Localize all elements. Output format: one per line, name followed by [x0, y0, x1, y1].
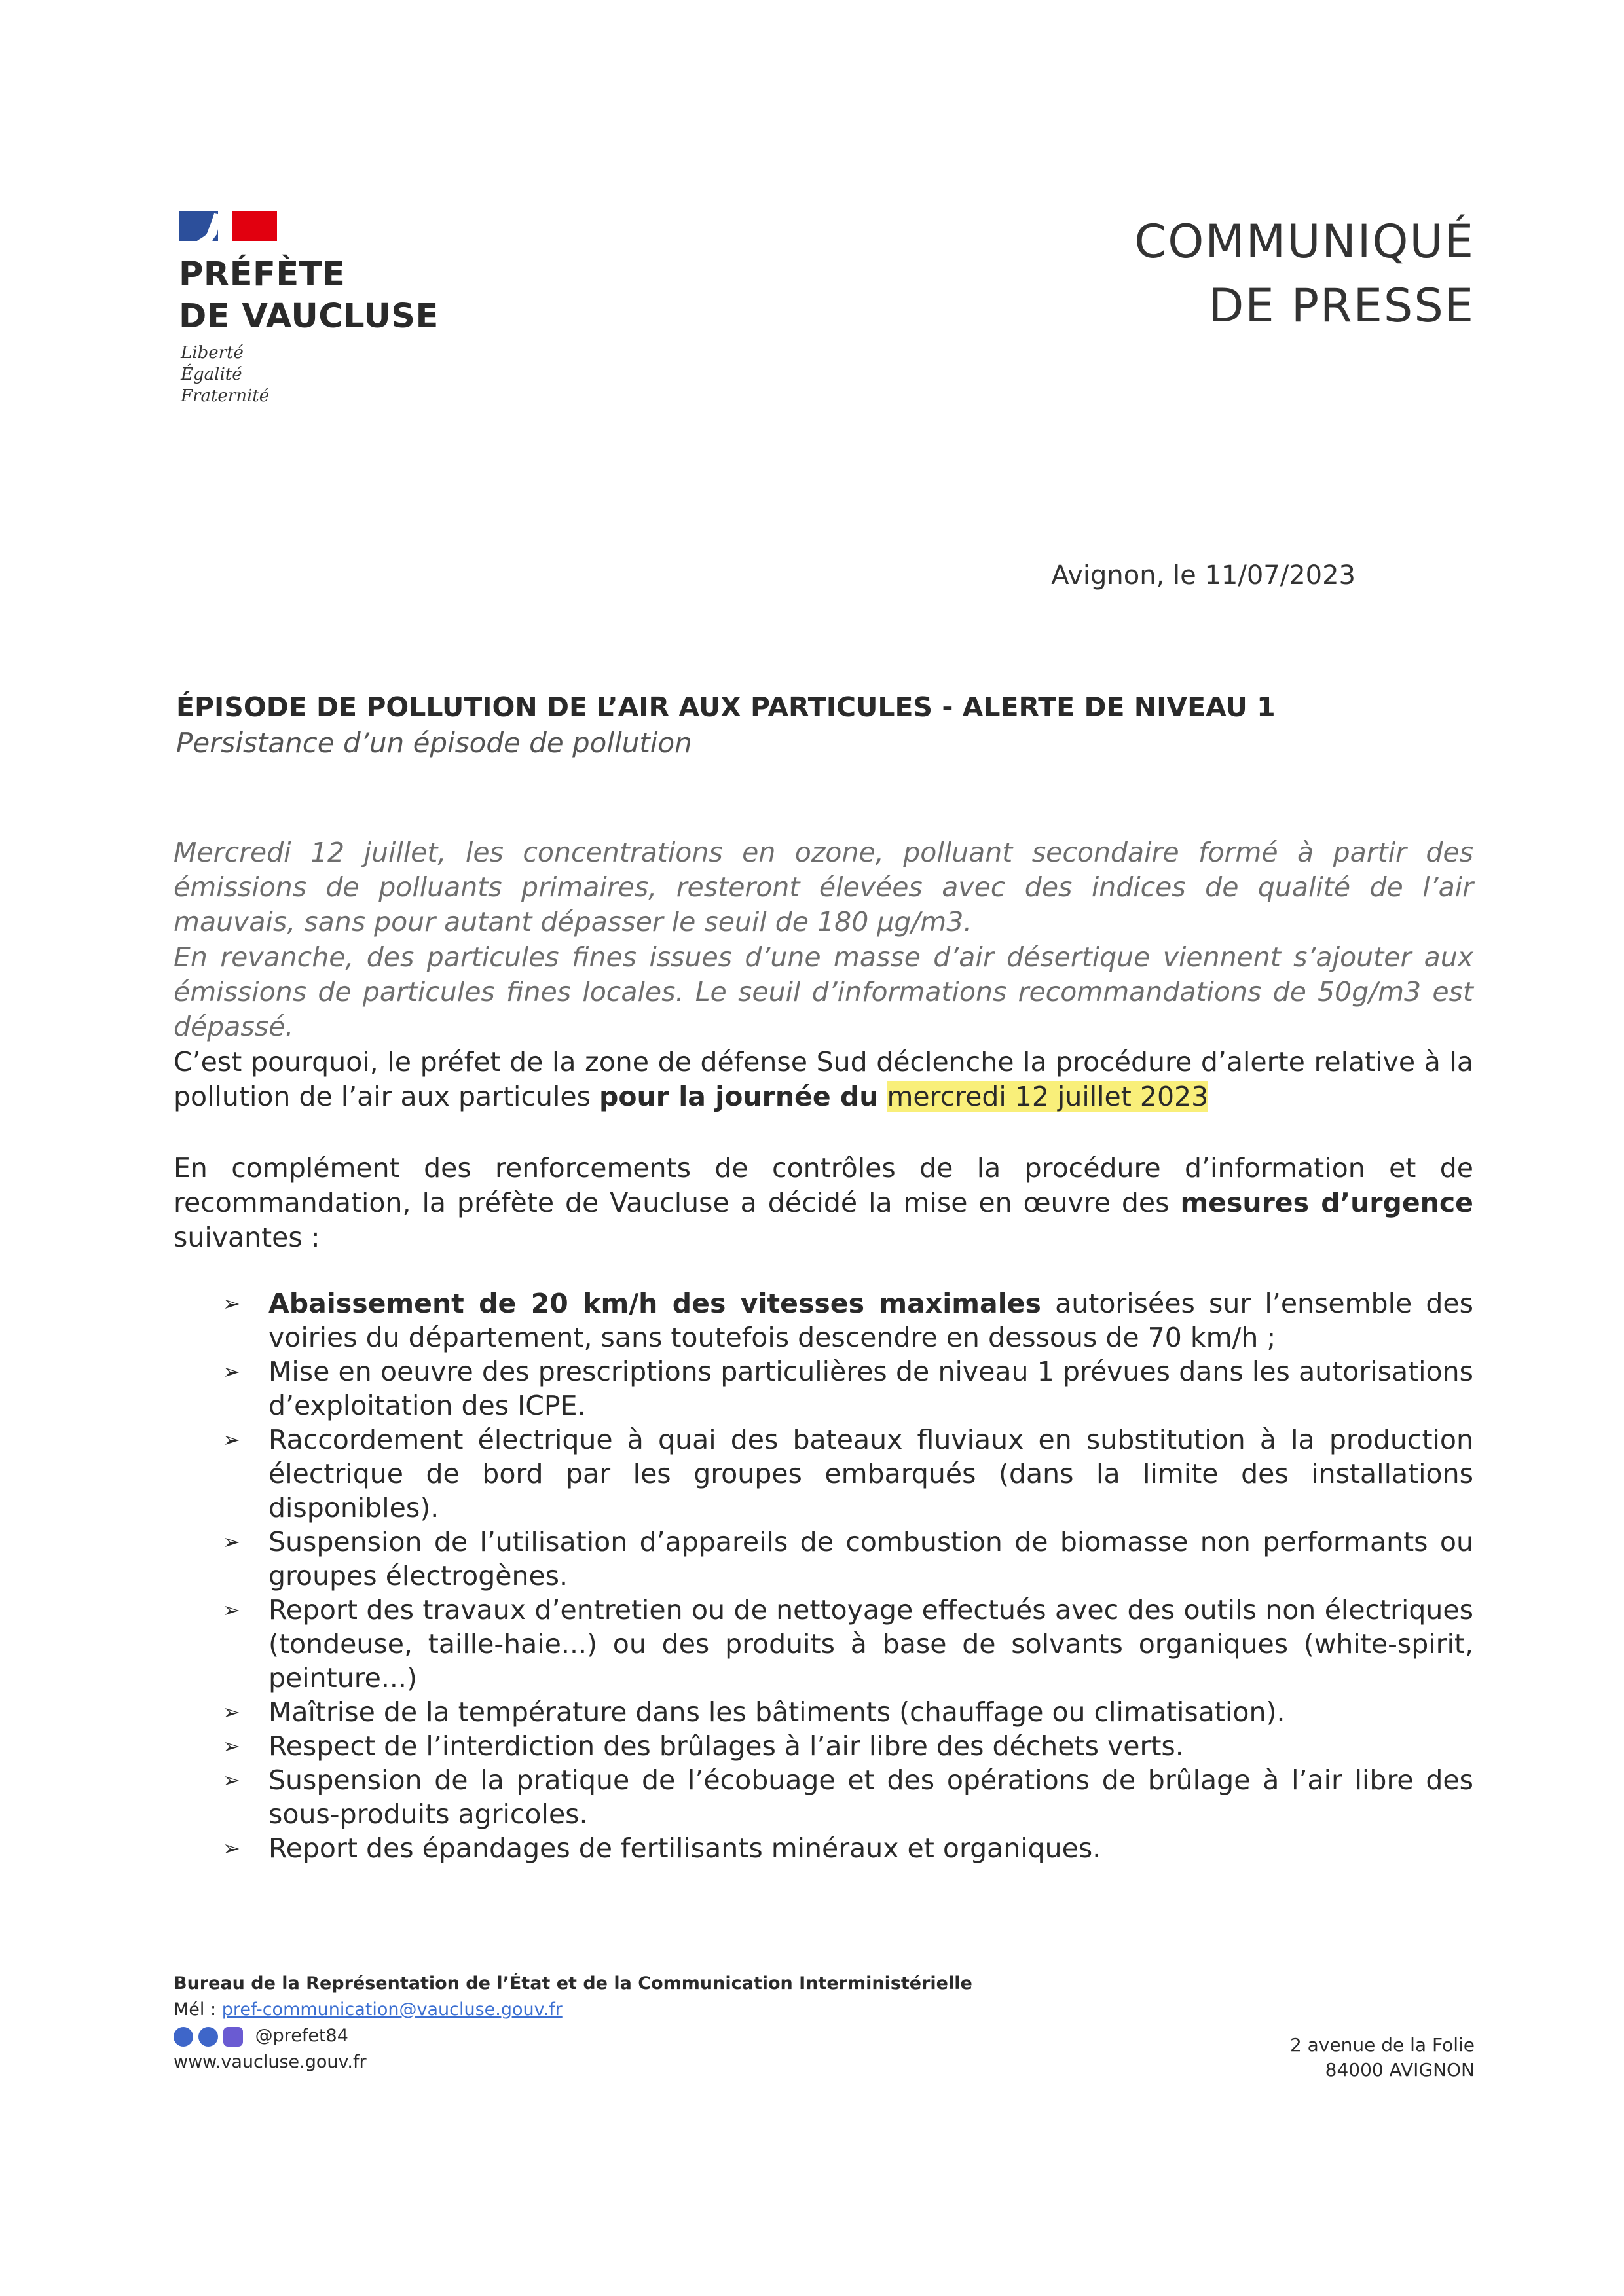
- measure-item: [223, 1831, 1473, 1865]
- measure-bold: Abaissement de 20 km/h des vitesses maximales: [268, 1288, 1041, 1319]
- twitter-icon[interactable]: [174, 2027, 193, 2047]
- intro-text: En complément des renforcements de contrôles de la procédure d’information et de recommandation, la préfète de Vaucluse a décidé la mise en œuvre des: [174, 1152, 1473, 1218]
- social-icons: [174, 2027, 243, 2047]
- mail-label: Mél :: [174, 1999, 217, 2020]
- measure-item: [223, 1763, 1473, 1831]
- address-line1: 2 avenue de la Folie: [1289, 2034, 1475, 2056]
- doc-type-line1: COMMUNIQUÉ: [1134, 215, 1475, 268]
- motto-fraternite: Fraternité: [181, 386, 270, 406]
- paragraph-alert: [174, 1045, 1473, 1114]
- authority-line1: PRÉFÈTE: [179, 255, 346, 294]
- measure-text: Report des épandages de fertilisants minéraux et organiques.: [268, 1832, 1101, 1864]
- bullet-arrow-icon: ➢: [223, 1597, 240, 1622]
- authority-line2: DE VAUCLUSE: [179, 297, 439, 336]
- measure-item: [223, 1729, 1473, 1763]
- footer-contact: [174, 1971, 972, 2075]
- measure-text: Maîtrise de la température dans les bâtiments (chauffage ou climatisation).: [268, 1696, 1285, 1728]
- motto-liberte: Liberté: [181, 343, 244, 363]
- measure-text: Respect de l’interdiction des brûlages à l’air libre des déchets verts.: [268, 1730, 1184, 1762]
- bullet-arrow-icon: ➢: [223, 1734, 240, 1758]
- bullet-arrow-icon: ➢: [223, 1768, 240, 1793]
- bullet-arrow-icon: ➢: [223, 1291, 240, 1316]
- footer-org: Bureau de la Représentation de l’État et de la Communication Interministérielle: [174, 1973, 972, 1994]
- measures-list: [223, 1286, 1473, 1865]
- measure-text: Report des travaux d’entretien ou de nettoyage effectués avec des outils non électriques (tondeuse, taille-haie...) ou des produits à base de solvants organiques (white-spirit, peinture...): [268, 1594, 1473, 1694]
- bullet-arrow-icon: ➢: [223, 1700, 240, 1724]
- measure-item: [223, 1355, 1473, 1423]
- measure-text: Raccordement électrique à quai des bateaux fluviaux en substitution à la production électrique de bord par les groupes embarqués (dans la limite des installations disponibles).: [268, 1424, 1473, 1523]
- document-date: Avignon, le 11/07/2023: [1051, 560, 1356, 591]
- republic-motto: [181, 342, 269, 407]
- bullet-arrow-icon: ➢: [223, 1529, 240, 1554]
- authority-name: [179, 254, 439, 338]
- bullet-arrow-icon: ➢: [223, 1836, 240, 1861]
- document-subtitle: Persistance d’un épisode de pollution: [176, 727, 692, 759]
- paragraph-measures-intro: [174, 1151, 1473, 1255]
- alert-date-highlight: mercredi 12 juillet 2023: [887, 1081, 1209, 1112]
- alert-text: C’est pourquoi, le préfet de la zone de défense Sud déclenche la procédure d’alerte relative à la pollution de l’air aux particules: [174, 1046, 1473, 1112]
- footer-address: [1290, 2033, 1475, 2083]
- address-line2: 84000 AVIGNON: [1325, 2059, 1475, 2081]
- doc-type-line2: DE PRESSE: [1208, 279, 1475, 333]
- motto-egalite: Égalité: [181, 365, 242, 384]
- measure-item: [223, 1695, 1473, 1729]
- document-type: [1134, 210, 1475, 338]
- marianne-logo: [179, 208, 277, 244]
- paragraph-ozone: Mercredi 12 juillet, les concentrations en ozone, polluant secondaire formé à partir des émissions de polluants primaires, resteront élevées avec des indices de qualité de l’air mauvais, sans pour autant dépasser le seuil de 180 µg/m3.: [174, 837, 1473, 938]
- instagram-icon[interactable]: [223, 2027, 243, 2047]
- website-link[interactable]: www.vaucluse.gouv.fr: [174, 2052, 367, 2072]
- social-handle[interactable]: @prefet84: [255, 2026, 348, 2046]
- measure-text: autorisées sur l’ensemble des voiries du département, sans toutefois descendre en dessous de 70 km/h ;: [268, 1288, 1473, 1353]
- bullet-arrow-icon: ➢: [223, 1359, 240, 1384]
- document-title: ÉPISODE DE POLLUTION DE L’AIR AUX PARTICULES - ALERTE DE NIVEAU 1: [176, 691, 1276, 723]
- paragraph-particles: En revanche, des particules fines issues d’une masse d’air désertique viennent s’ajouter aux émissions de particules fines locales. Le seuil d’informations recommandations de 50g/m3 est dépassé.: [174, 941, 1473, 1042]
- measure-item: [223, 1593, 1473, 1695]
- measure-text: Mise en oeuvre des prescriptions particulières de niveau 1 prévues dans les autorisations d’exploitation des ICPE.: [268, 1356, 1473, 1421]
- facebook-icon[interactable]: [198, 2027, 218, 2047]
- bullet-arrow-icon: ➢: [223, 1427, 240, 1452]
- intro-end: suivantes :: [174, 1222, 320, 1253]
- measure-text: Suspension de l’utilisation d’appareils de combustion de biomasse non performants ou groupes électrogènes.: [268, 1526, 1473, 1592]
- footer-mail-line: [174, 1997, 972, 2023]
- measure-text: Suspension de la pratique de l’écobuage et des opérations de brûlage à l’air libre des sous-produits agricoles.: [268, 1764, 1473, 1830]
- footer-social-line: [174, 2023, 972, 2049]
- measure-item: [223, 1423, 1473, 1525]
- measure-item: [223, 1286, 1473, 1355]
- alert-bold: pour la journée du: [599, 1081, 879, 1112]
- measure-item: [223, 1525, 1473, 1593]
- intro-bold: mesures d’urgence: [1180, 1187, 1473, 1218]
- mail-link[interactable]: pref-communication@vaucluse.gouv.fr: [221, 1999, 563, 2020]
